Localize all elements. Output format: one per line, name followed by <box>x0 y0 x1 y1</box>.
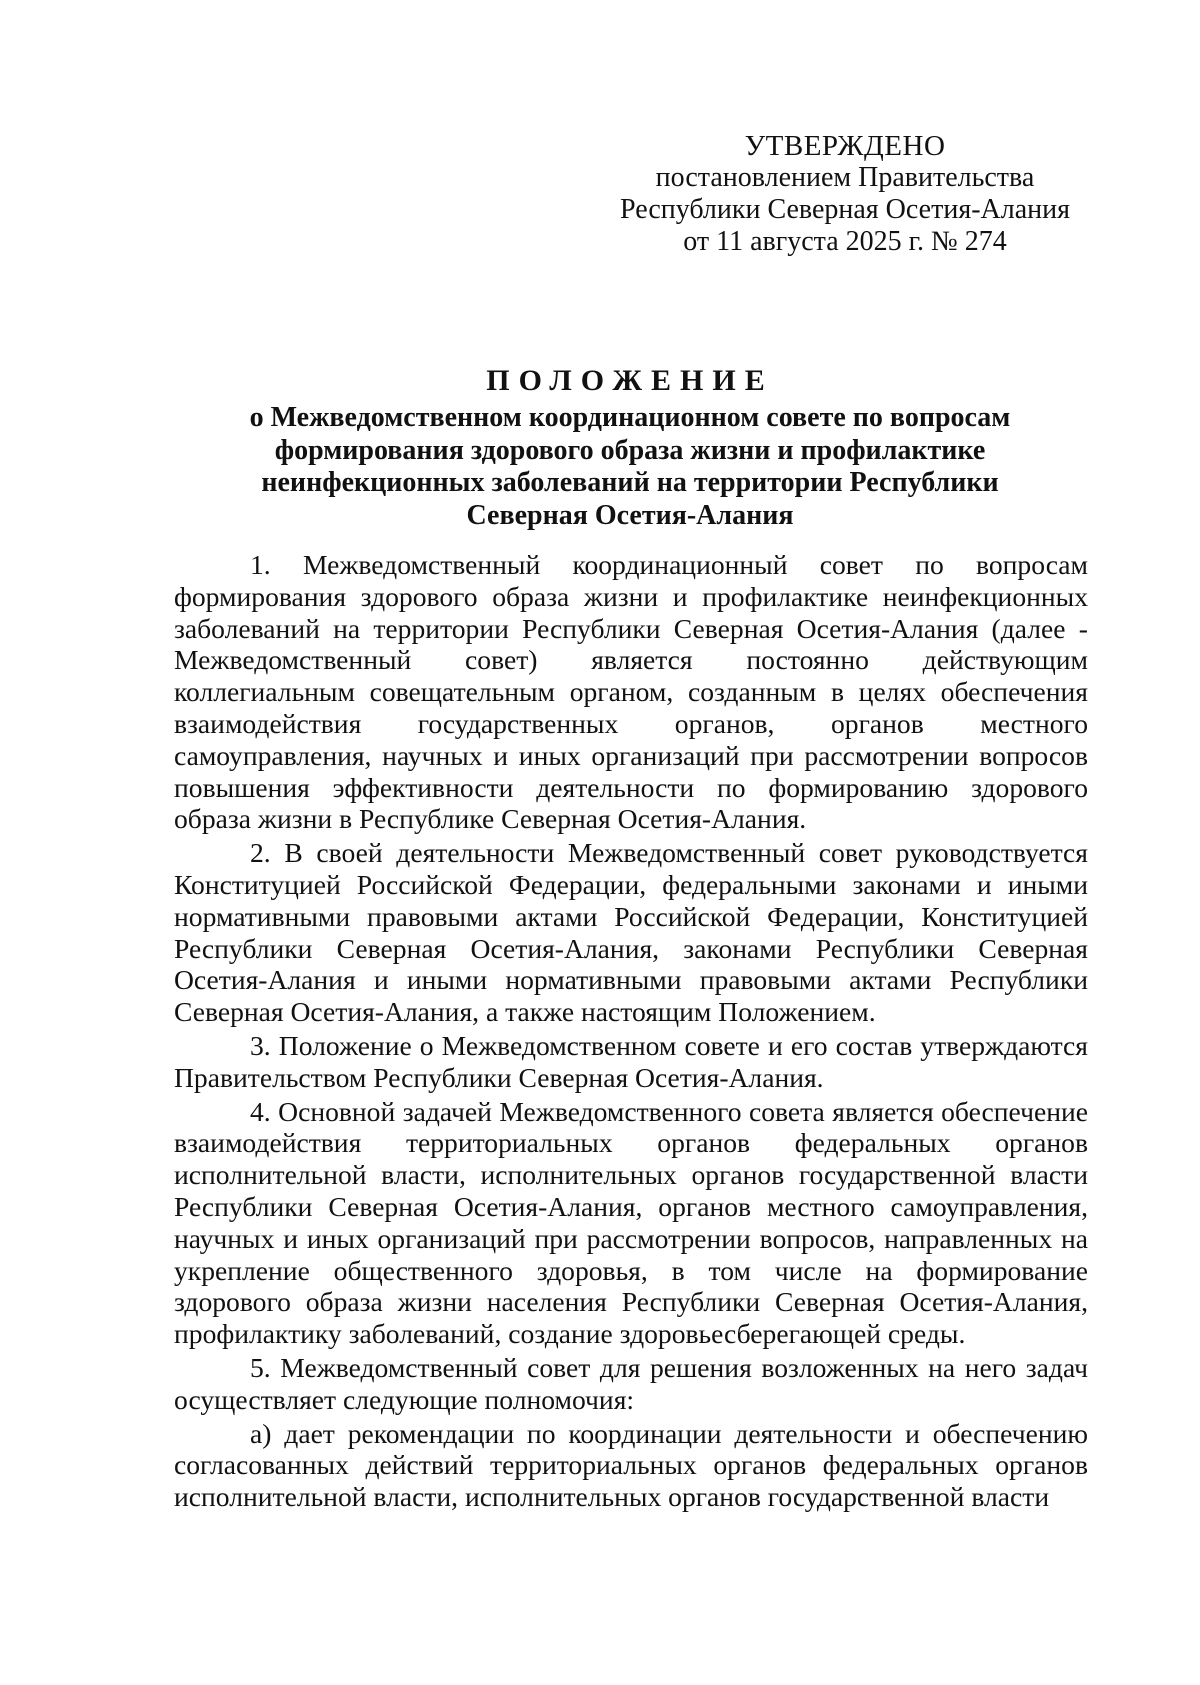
paragraph-2: 2. В своей деятельности Межведомственный совет руководствуется Конституцией Российской Федерации, федеральными законами и иными нормативными правовыми актами Российской Федерации, Конституцией Республики Северная Осетия-Алания, законами Республики Северная Осетия-Алания и иными нормативными правовыми актами Республики Северная Осетия-Алания, а также настоящим Положением. <box>174 837 1088 1028</box>
subtitle-line-4: Северная Осетия-Алания <box>466 499 794 531</box>
subtitle-line-1: о Межведомственном координационном совете по вопросам <box>249 402 1011 433</box>
subtitle-line-2: формирования здорового образа жизни и профилактике <box>274 434 986 466</box>
subtitle-line-3: неинфекционных заболеваний на территории Республики <box>261 467 999 498</box>
paragraph-4: 4. Основной задачей Межведомственного совета является обеспечение взаимодействия территориальных органов федеральных органов исполнительной власти, исполнительных органов государственной власти Республики Северная Осетия-Алания, органов местного самоуправления, научных и иных организаций при рассмотрении вопросов, направленных на укрепление общественного здоровья, в том числе на формирование здорового образа жизни населения Республики Северная Осетия-Алания, профилактику заболеваний, создание здоровьесберегающей среды. <box>174 1095 1088 1350</box>
document-body <box>174 549 1088 1513</box>
document-title: ПОЛОЖЕНИЕ <box>486 364 774 397</box>
paragraph-1: 1. Межведомственный координационный совет по вопросам формирования здорового образа жизни и профилактике неинфекционных заболеваний на территории Республики Северная Осетия-Алания (далее - Межведомственный совет) является постоянно действующим коллегиальным совещательным органом, созданным в целях обеспечения взаимодействия государственных органов, органов местного самоуправления, научных и иных организаций при рассмотрении вопросов повышения эффективности деятельности по формированию здорового образа жизни в Республике Северная Осетия-Алания. <box>174 549 1088 835</box>
approval-line-3: от 11 августа 2025 г. № 274 <box>683 226 1007 257</box>
document-title-block <box>172 363 1088 532</box>
approval-line-2: Республики Северная Осетия-Алания <box>620 194 1070 225</box>
approval-heading: УТВЕРЖДЕНО <box>744 130 946 162</box>
approval-stamp <box>600 130 1090 258</box>
paragraph-5: 5. Межведомственный совет для решения возложенных на него задач осуществляет следующие полномочия: <box>174 1351 1088 1415</box>
paragraph-5a: а) дает рекомендации по координации деятельности и обеспечению согласованных действий территориальных органов федеральных органов исполнительной власти, исполнительных органов государственной власти <box>174 1417 1088 1513</box>
approval-line-1: постановлением Правительства <box>655 162 1035 193</box>
paragraph-3: 3. Положение о Межведомственном совете и его состав утверждаются Правительством Республики Северная Осетия-Алания. <box>174 1029 1088 1093</box>
